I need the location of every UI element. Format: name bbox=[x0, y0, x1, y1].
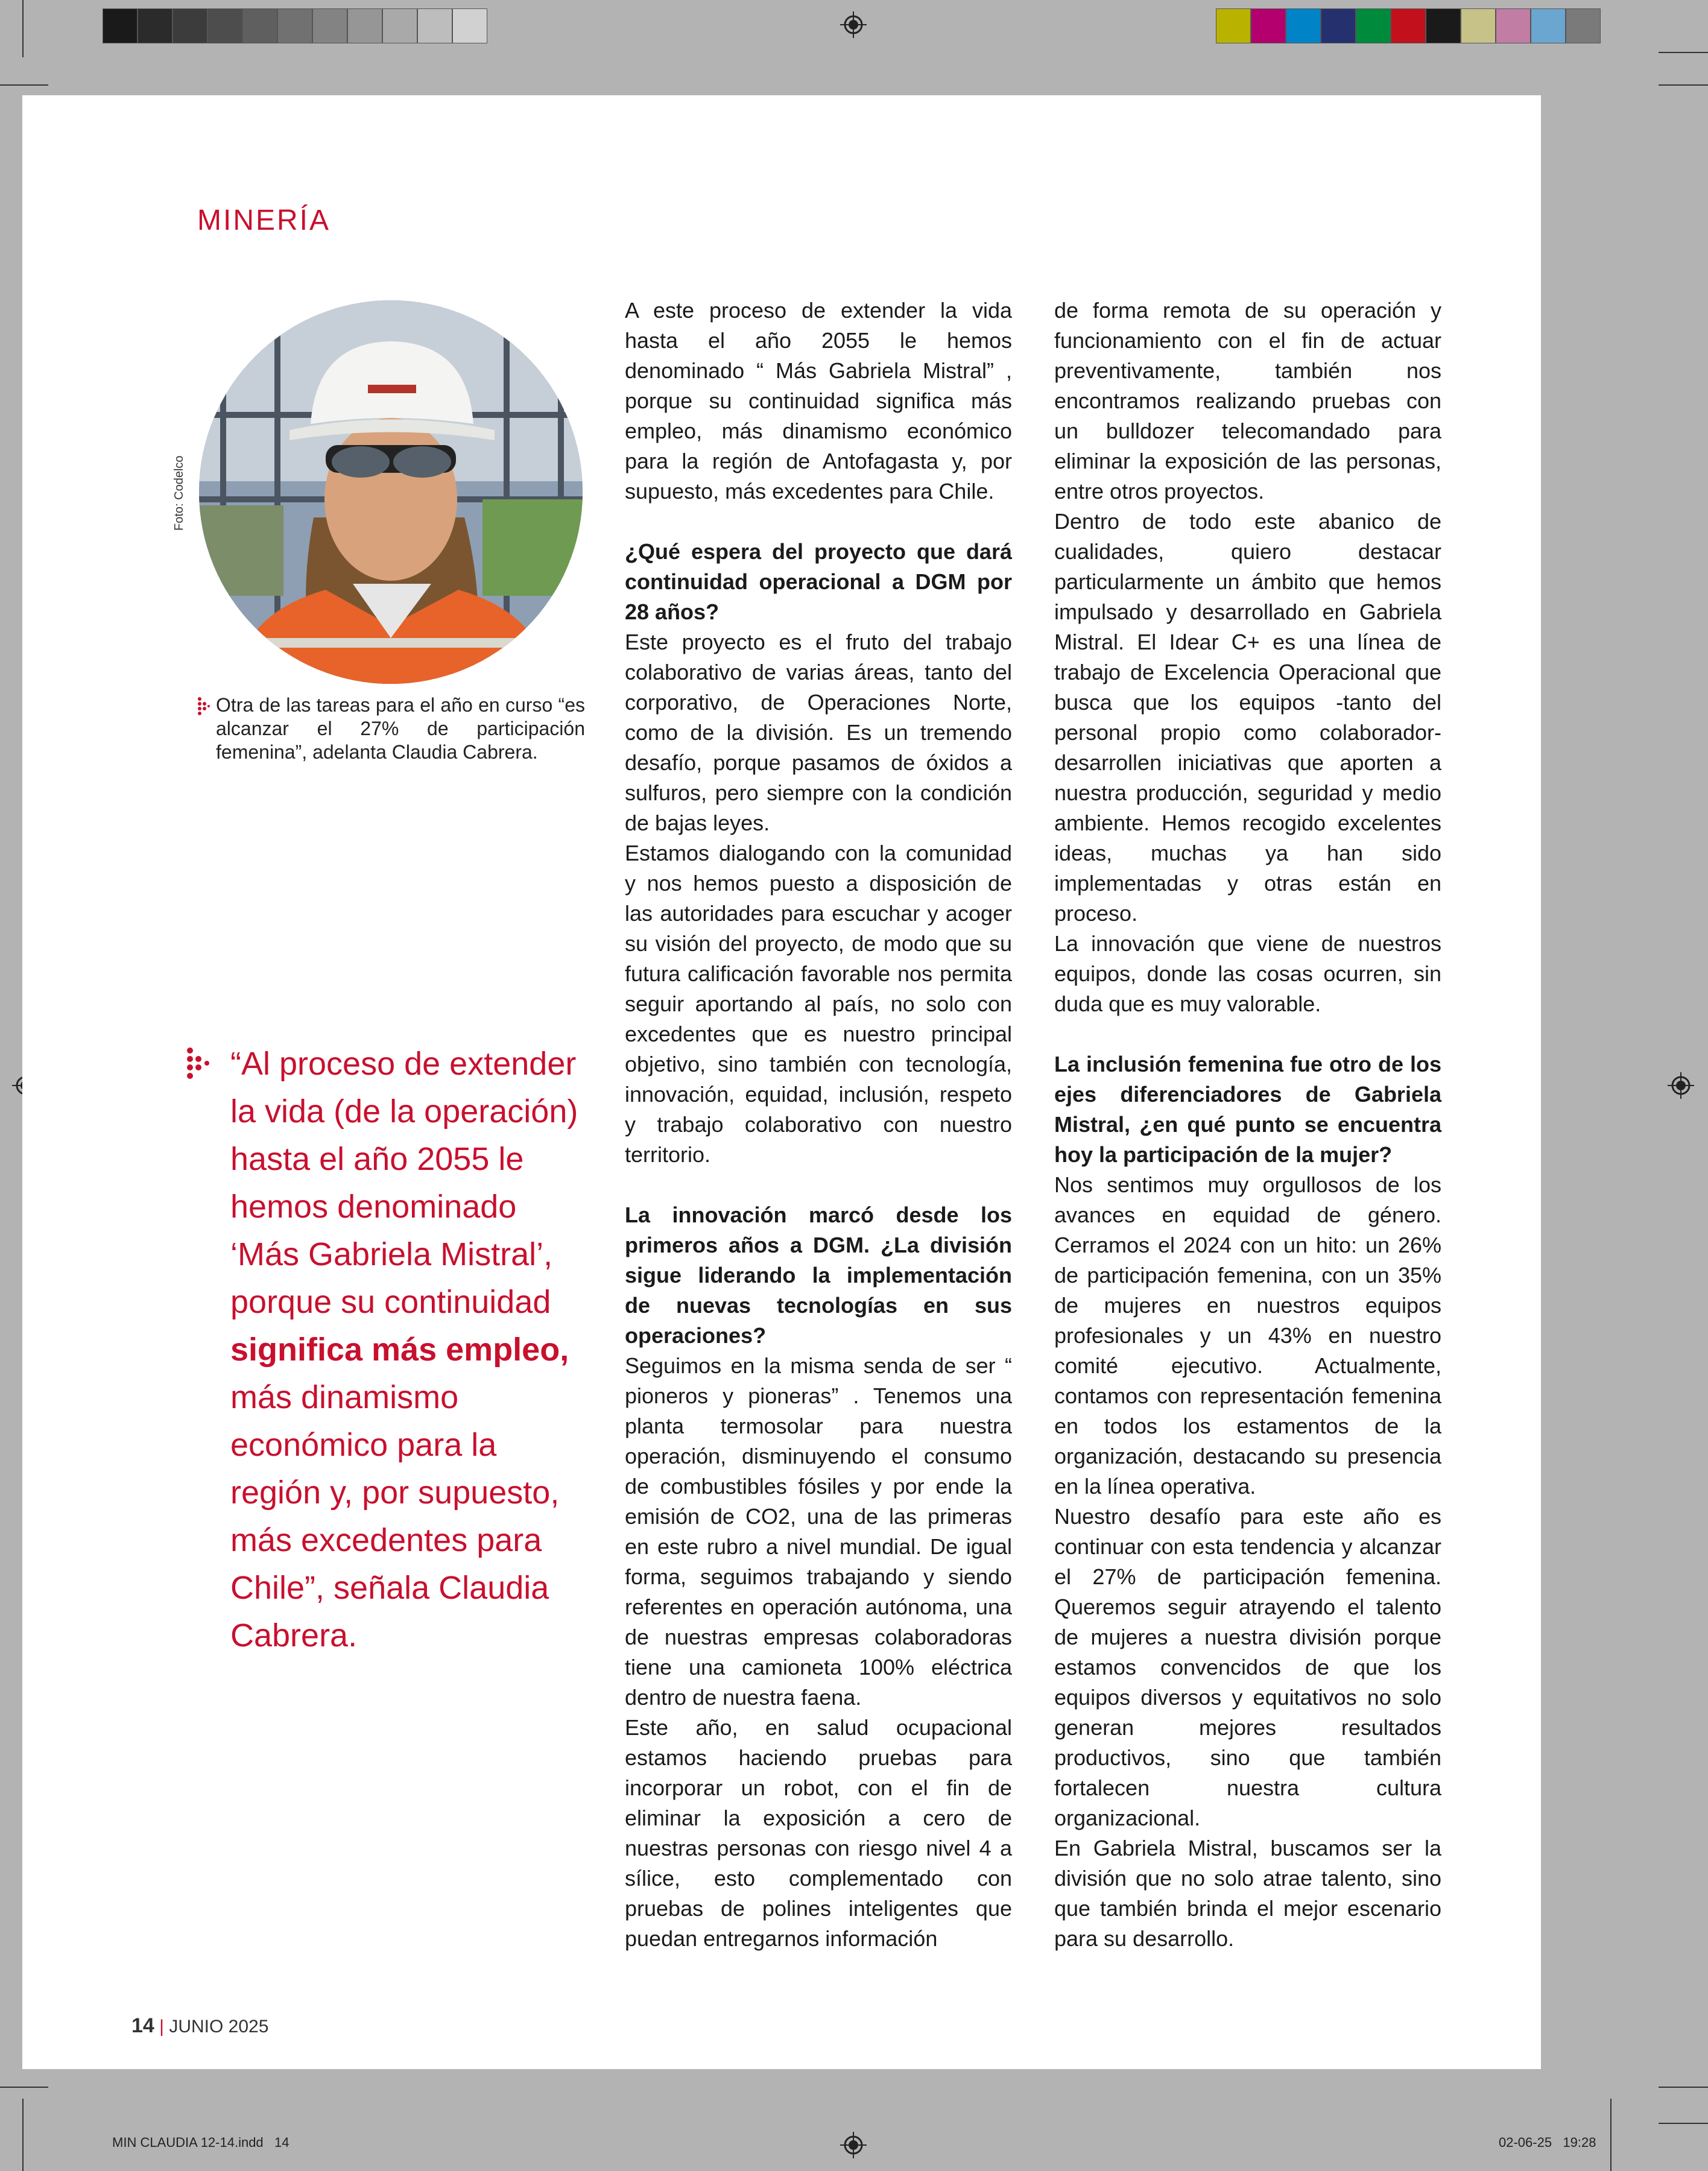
color-swatch bbox=[1566, 8, 1601, 43]
color-swatch bbox=[1286, 8, 1321, 43]
page-number: 14 bbox=[131, 2014, 154, 2037]
crop-mark bbox=[22, 0, 24, 57]
photo-caption bbox=[199, 694, 585, 764]
crop-mark bbox=[1659, 52, 1708, 53]
quote-text-end: más dinamismo económico para la región y, por supuesto, más excedentes para Chile”, señala Claudia Cabrera. bbox=[230, 1379, 560, 1654]
color-swatch bbox=[1461, 8, 1496, 43]
interview-question: La inclusión femenina fue otro de los ejes diferenciadores de Gabriela Mistral, ¿en qué punto se encuentra hoy la participación de la mujer? bbox=[1054, 1052, 1441, 1167]
bullet-dots-icon bbox=[198, 697, 210, 715]
color-swatch bbox=[1356, 8, 1391, 43]
process-color-bar bbox=[1216, 8, 1601, 45]
paragraph: Estamos dialogando con la comunidad y nos hemos puesto a disposición de las autoridades para escuchar y acoger su visión del proyecto, de modo que su futura calificación favorable nos permita seguir aportando al país, no solo con excedentes que es nuestro principal objetivo, sino también con tecnología, innovación, equidad, inclusión, respeto y trabajo colaborativo con nuestro territorio. bbox=[625, 841, 1012, 1167]
color-swatch bbox=[1251, 8, 1286, 43]
color-swatch bbox=[207, 8, 242, 43]
registration-mark-right bbox=[1668, 1072, 1694, 1099]
color-swatch bbox=[242, 8, 277, 43]
paragraph: Este año, en salud ocupacional estamos haciendo pruebas para incorporar un robot, con el fin de eliminar la exposición a cero de nuestras personas con riesgo nivel 4 a sílice, esto complementado con pruebas de polines inteligentes que puedan entregarnos información bbox=[625, 1715, 1012, 1951]
article-column-1 bbox=[625, 295, 1012, 1954]
crop-mark bbox=[1610, 2099, 1612, 2171]
gray-color-bar bbox=[103, 8, 487, 45]
crop-mark bbox=[22, 2099, 24, 2171]
color-swatch bbox=[1391, 8, 1426, 43]
color-swatch bbox=[172, 8, 207, 43]
quote-text: “Al proceso de extender la vida (de la operación) hasta el año 2055 le hemos denominado ‘Más Gabriela Mistral’, porque su continuidad bbox=[230, 1046, 578, 1320]
color-swatch bbox=[417, 8, 452, 43]
registration-mark-top bbox=[840, 11, 867, 38]
paragraph: En Gabriela Mistral, buscamos ser la división que no solo atrae talento, sino que también brinda el mejor escenario para su desarrollo. bbox=[1054, 1836, 1441, 1951]
paragraph: A este proceso de extender la vida hasta el año 2055 le hemos denominado “ Más Gabriela Mistral” , porque su continuidad significa más empleo, más dinamismo económico para la región de Antofagasta y, por supuesto, más excedentes para Chile. bbox=[625, 298, 1012, 504]
article-column-2 bbox=[1054, 295, 1441, 1954]
color-swatch bbox=[312, 8, 347, 43]
crop-mark bbox=[1659, 2123, 1708, 2124]
pull-quote bbox=[187, 1040, 579, 1660]
color-swatch bbox=[1426, 8, 1461, 43]
color-swatch bbox=[1531, 8, 1566, 43]
color-swatch bbox=[1496, 8, 1531, 43]
paragraph: Dentro de todo este abanico de cualidades, quiero destacar particularmente un ámbito que hemos impulsado y desarrollado en Gabriela Mistral. El Idear C+ es una línea de trabajo de Excelencia Operacional que busca que los equipos -tanto del personal propio como colaborador- desarrollen iniciativas que aporten a nuestra producción, seguridad y medio ambiente. Hemos recogido excelentes ideas, muchas ya han sido implementadas y otras están en proceso. bbox=[1054, 509, 1441, 926]
interview-question: ¿Qué espera del proyecto que dará continuidad operacional a DGM por 28 años? bbox=[625, 539, 1012, 624]
portrait-photo bbox=[199, 300, 583, 684]
paragraph: Nos sentimos muy orgullosos de los avances en equidad de género. Cerramos el 2024 con un hito: un 26% de participación femenina, con un 35% de mujeres en nuestros equipos profesionales y un 43% en nuestro comité ejecutivo. Actualmente, contamos con representación femenina en todos los estamentos de la organización, destacando su presencia en la línea operativa. bbox=[1054, 1172, 1441, 1499]
quote-dots-icon bbox=[187, 1048, 214, 1081]
color-swatch bbox=[138, 8, 172, 43]
slug-filename: MIN CLAUDIA 12-14.indd 14 bbox=[112, 2135, 289, 2150]
crop-mark bbox=[0, 2087, 48, 2088]
caption-text: Otra de las tareas para el año en curso “es alcanzar el 27% de participación femenina”, adelanta Claudia Cabrera. bbox=[216, 694, 585, 763]
paragraph: Nuestro desafío para este año es continuar con esta tendencia y alcanzar el 27% de participación femenina. Queremos seguir atrayendo el talento de mujeres a nuestra división porque estamos convencidos de que los equipos diversos y equitativos no solo generan mejores resultados productivos, sino que también fortalecen nuestra cultura organizacional. bbox=[1054, 1504, 1441, 1830]
paragraph: La innovación que viene de nuestros equipos, donde las cosas ocurren, sin duda que es muy valorable. bbox=[1054, 931, 1441, 1016]
interview-question: La innovación marcó desde los primeros años a DGM. ¿La división sigue liderando la implementación de nuevas tecnologías en sus operaciones? bbox=[625, 1202, 1012, 1348]
page-folio bbox=[131, 2014, 268, 2038]
color-swatch bbox=[452, 8, 487, 43]
photo-credit: Foto: Codelco bbox=[172, 455, 186, 531]
color-swatch bbox=[382, 8, 417, 43]
paragraph: de forma remota de su operación y funcionamiento con el fin de actuar preventivamente, también nos encontramos realizando pruebas con un bulldozer telecomandado para eliminar la exposición de las personas, entre otros proyectos. bbox=[1054, 298, 1441, 504]
section-label: MINERÍA bbox=[197, 204, 331, 236]
slug-timestamp: 02-06-25 19:28 bbox=[1499, 2135, 1596, 2150]
paragraph: Seguimos en la misma senda de ser “ pioneros y pioneras” . Tenemos una planta termosolar para nuestra operación, disminuyendo el consumo de combustibles fósiles y por ende la emisión de CO2, una de las primeras en este rubro a nivel mundial. De igual forma, seguimos trabajando y siendo referentes en operación autónoma, una de nuestras empresas colaboradoras tiene una camioneta 100% eléctrica dentro de nuestra faena. bbox=[625, 1353, 1012, 1710]
registration-mark-bottom bbox=[840, 2132, 867, 2158]
crop-mark bbox=[1659, 84, 1708, 86]
paragraph: Este proyecto es el fruto del trabajo colaborativo de varias áreas, tanto del corporativo, de Operaciones Norte, como de la división. Es un tremendo desafío, porque pasamos de óxidos a sulfuros, pero siempre con la condición de bajas leyes. bbox=[625, 630, 1012, 835]
color-swatch bbox=[277, 8, 312, 43]
color-swatch bbox=[1216, 8, 1251, 43]
color-swatch bbox=[103, 8, 138, 43]
quote-highlight: significa más empleo, bbox=[230, 1332, 569, 1368]
issue-date: JUNIO 2025 bbox=[169, 2017, 269, 2037]
crop-mark bbox=[0, 84, 48, 86]
folio-separator: | bbox=[159, 2017, 164, 2037]
color-swatch bbox=[347, 8, 382, 43]
crop-mark bbox=[1659, 2087, 1708, 2088]
color-swatch bbox=[1321, 8, 1356, 43]
